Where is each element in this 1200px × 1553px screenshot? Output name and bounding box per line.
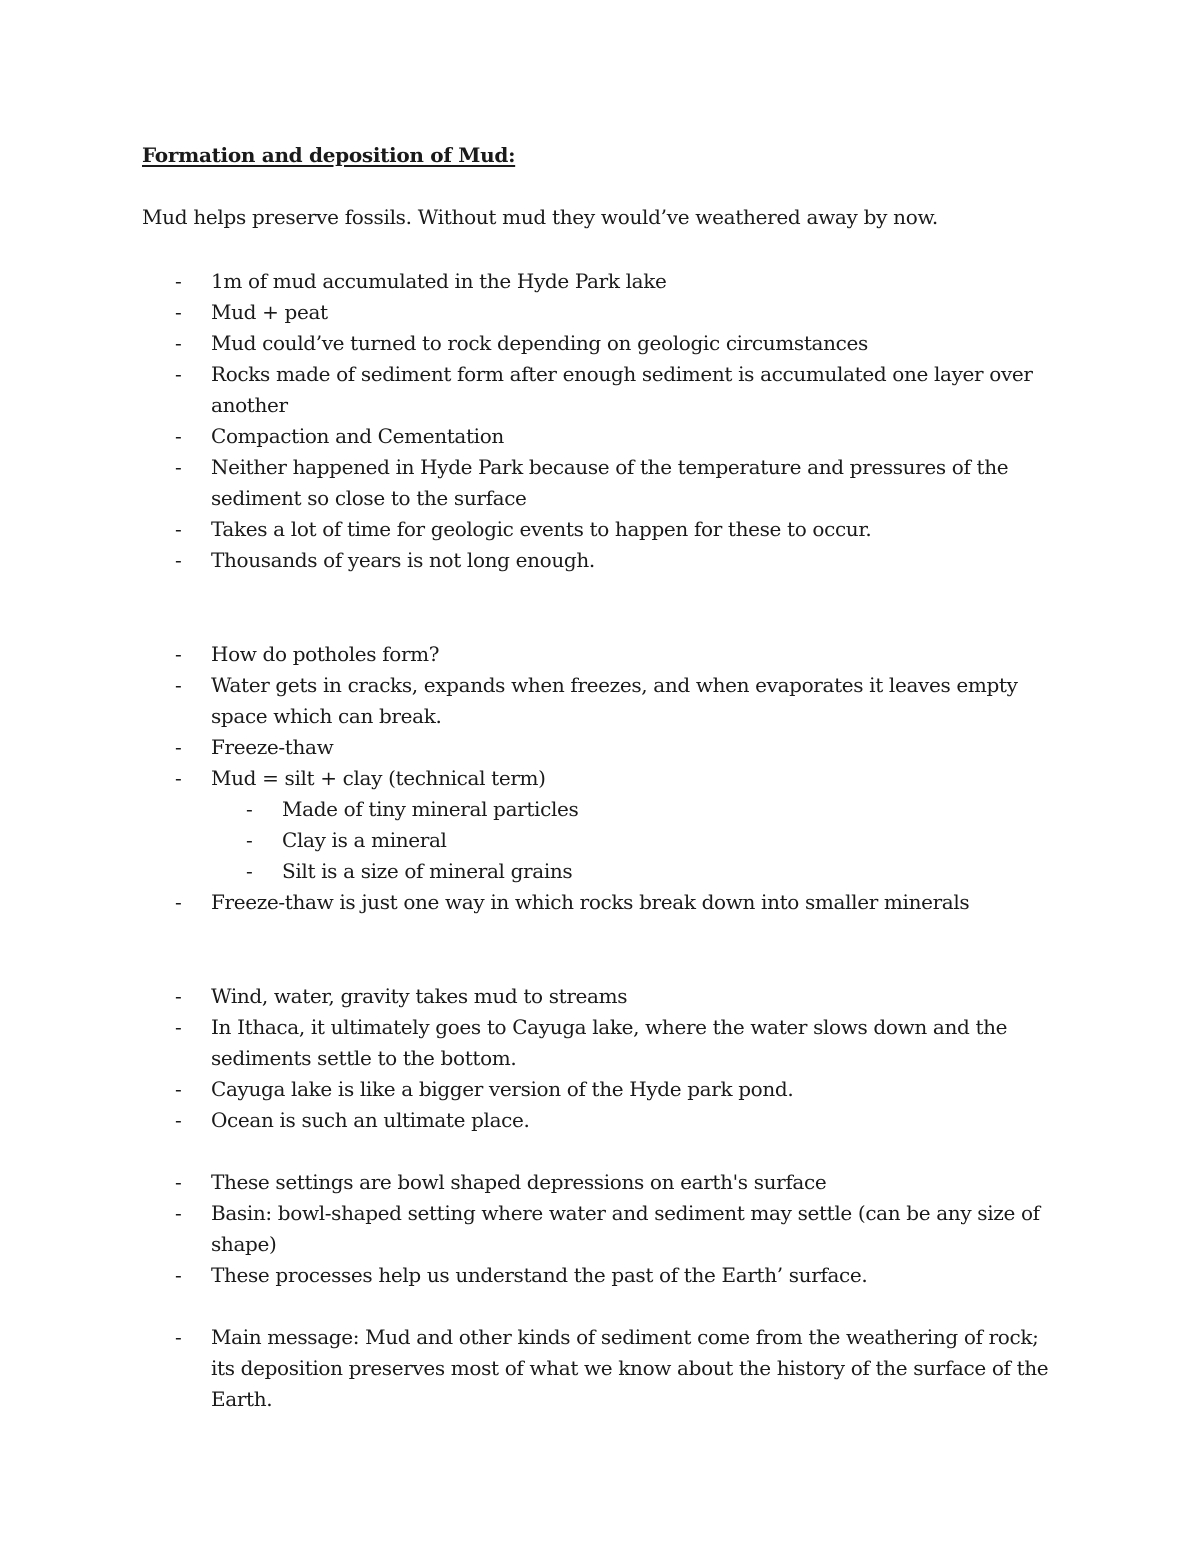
bullet-dash: - [175, 362, 182, 386]
list-item-text: Basin: bowl-shaped setting where water and sediment may settle (can be any size of shape) [211, 1201, 1040, 1256]
list-item [0, 670, 1200, 732]
intro-paragraph: Mud helps preserve fossils. Without mud they would’ve weathered away by now. [142, 205, 938, 229]
bullet-dash: - [175, 766, 182, 790]
list-item-text: How do potholes form? [211, 642, 440, 666]
list-item [0, 297, 1200, 328]
bullet-dash: - [175, 300, 182, 324]
list-item-text: Takes a lot of time for geologic events to happen for these to occur. [211, 517, 872, 541]
bullet-dash: - [175, 1108, 182, 1132]
list-item [0, 452, 1200, 514]
bullet-dash: - [175, 424, 182, 448]
sub-list-item [0, 825, 1200, 856]
bullet-dash: - [246, 859, 253, 883]
list-item [0, 732, 1200, 763]
list-item [0, 514, 1200, 545]
list-item [0, 639, 1200, 670]
bullet-list-basins [0, 1167, 1200, 1291]
bullet-dash: - [175, 548, 182, 572]
list-item-text: Compaction and Cementation [211, 424, 504, 448]
document-title: Formation and deposition of Mud: [142, 143, 516, 167]
list-item-text: Wind, water, gravity takes mud to streams [211, 984, 628, 1008]
list-item-text: Water gets in cracks, expands when freezes, and when evaporates it leaves empty space which can break. [211, 673, 1018, 728]
bullet-list-transport [0, 981, 1200, 1136]
list-item [0, 1012, 1200, 1074]
bullet-dash: - [175, 642, 182, 666]
bullet-dash: - [175, 1077, 182, 1101]
bullet-dash: - [175, 1170, 182, 1194]
bullet-dash: - [175, 735, 182, 759]
list-item [0, 887, 1200, 918]
bullet-dash: - [175, 517, 182, 541]
bullet-list-main-message [0, 1322, 1200, 1415]
bullet-dash: - [175, 673, 182, 697]
list-item [0, 421, 1200, 452]
list-item [0, 1198, 1200, 1260]
list-item [0, 328, 1200, 359]
list-item-text: Thousands of years is not long enough. [211, 548, 595, 572]
list-item [0, 763, 1200, 794]
bullet-dash: - [175, 455, 182, 479]
bullet-list-mud-accumulation [0, 266, 1200, 576]
list-item [0, 1074, 1200, 1105]
list-item-text: Freeze-thaw is just one way in which rocks break down into smaller minerals [211, 890, 970, 914]
list-item-text: These processes help us understand the past of the Earth’ surface. [211, 1263, 868, 1287]
list-item-text: Freeze-thaw [211, 735, 334, 759]
sub-list-item [0, 856, 1200, 887]
bullet-dash: - [175, 269, 182, 293]
list-item-text: Mud = silt + clay (technical term) [211, 766, 546, 790]
list-item-text: Silt is a size of mineral grains [282, 859, 573, 883]
list-item-text: Main message: Mud and other kinds of sediment come from the weathering of rock; its deposition preserves most of what we know about the history of the surface of the Earth. [211, 1325, 1049, 1411]
list-item [0, 1167, 1200, 1198]
bullet-dash: - [246, 797, 253, 821]
list-item [0, 359, 1200, 421]
list-item [0, 1105, 1200, 1136]
list-item-text: Ocean is such an ultimate place. [211, 1108, 530, 1132]
list-item-text: These settings are bowl shaped depressions on earth's surface [211, 1170, 827, 1194]
bullet-dash: - [246, 828, 253, 852]
list-item-text: Neither happened in Hyde Park because of the temperature and pressures of the sediment so close to the surface [211, 455, 1009, 510]
bullet-dash: - [175, 1263, 182, 1287]
list-item-text: 1m of mud accumulated in the Hyde Park lake [211, 269, 667, 293]
bullet-dash: - [175, 331, 182, 355]
sub-list-item [0, 794, 1200, 825]
bullet-dash: - [175, 1015, 182, 1039]
bullet-dash: - [175, 1325, 182, 1349]
list-item [0, 266, 1200, 297]
list-item-text: Clay is a mineral [282, 828, 447, 852]
list-item [0, 981, 1200, 1012]
bullet-dash: - [175, 890, 182, 914]
list-item-text: Rocks made of sediment form after enough sediment is accumulated one layer over another [211, 362, 1033, 417]
list-item-text: Mud + peat [211, 300, 328, 324]
list-item [0, 1322, 1200, 1415]
list-item-text: Made of tiny mineral particles [282, 797, 579, 821]
list-item [0, 545, 1200, 576]
list-item-text: Mud could’ve turned to rock depending on geologic circumstances [211, 331, 868, 355]
list-item-text: Cayuga lake is like a bigger version of the Hyde park pond. [211, 1077, 794, 1101]
list-item-text: In Ithaca, it ultimately goes to Cayuga lake, where the water slows down and the sediments settle to the bottom. [211, 1015, 1008, 1070]
list-item [0, 1260, 1200, 1291]
bullet-dash: - [175, 1201, 182, 1225]
bullet-list-potholes [0, 639, 1200, 918]
bullet-dash: - [175, 984, 182, 1008]
